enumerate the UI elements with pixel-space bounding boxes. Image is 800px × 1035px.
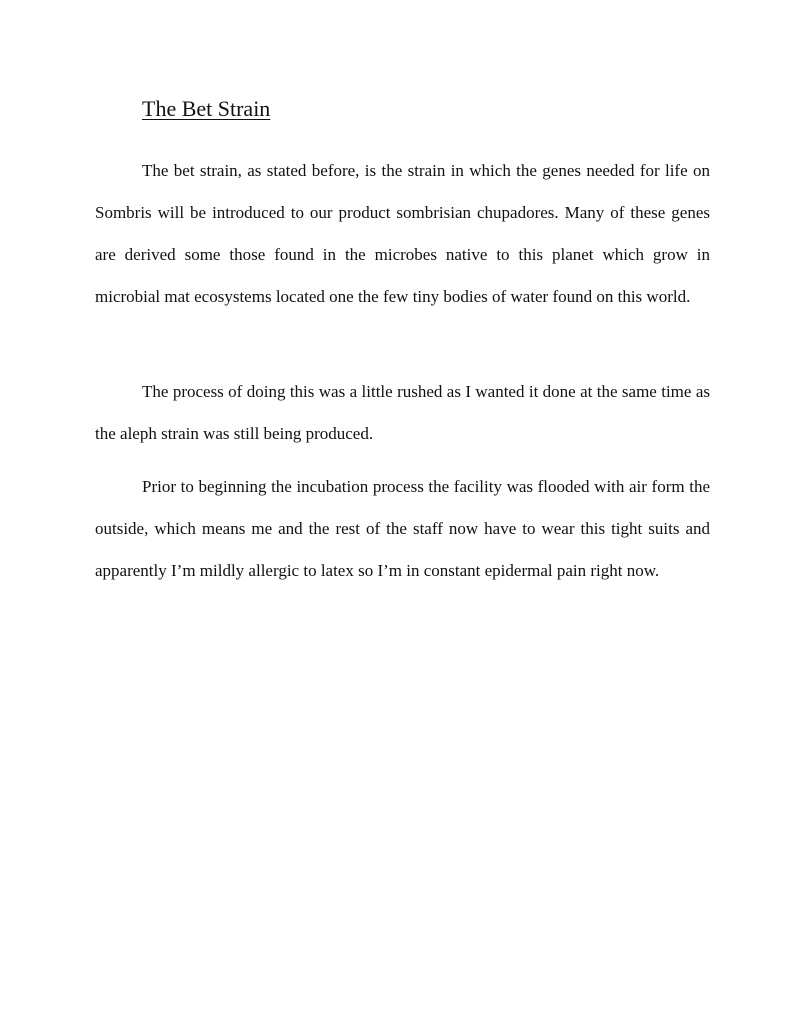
paragraph-1: The bet strain, as stated before, is the strain in which the genes needed for life on Sombris will be introduced to our product sombrisian chupadores. Many of these genes are derived some those found in the microbes native to this planet which grow in microbial mat ecosystems located one the few tiny bodies of water found on this world. xyxy=(95,161,710,306)
paragraph-2: The process of doing this was a little rushed as I wanted it done at the same time as the aleph strain was still being produced. xyxy=(95,382,710,443)
document-title: The Bet Strain xyxy=(142,96,271,121)
paragraph-3: Prior to beginning the incubation process the facility was flooded with air form the outside, which means me and the rest of the staff now have to wear this tight suits and apparently I’m mildly allergic to latex so I’m in constant epidermal pain right now. xyxy=(95,477,710,580)
